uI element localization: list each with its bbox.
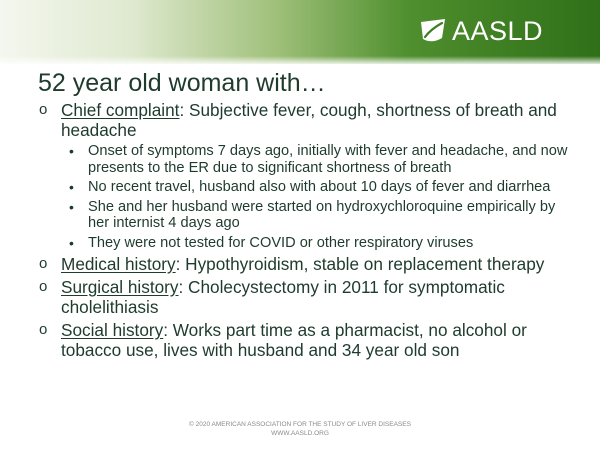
sub-bullet-marker: • xyxy=(69,143,74,159)
detail-item xyxy=(61,235,578,252)
history-item xyxy=(38,100,578,251)
header-banner-fade xyxy=(0,56,600,64)
bullet-marker: o xyxy=(39,278,48,295)
history-item xyxy=(38,320,578,360)
sub-bullet-marker: • xyxy=(69,198,74,215)
detail-item xyxy=(61,199,578,232)
aasld-leaf-icon xyxy=(418,17,448,45)
detail-item-text: No recent travel, husband also with about 10 days of fever and diarrhea xyxy=(88,179,551,195)
sub-bullet-marker: • xyxy=(69,179,74,195)
logo-text: AASLD xyxy=(452,16,544,46)
slide-title: 52 year old woman with… xyxy=(38,69,326,97)
slide-content xyxy=(38,68,578,363)
detail-item-text: She and her husband were started on hydroxychloroquine empirically by her internist 4 days ago xyxy=(88,198,556,231)
detail-item xyxy=(61,143,578,176)
detail-item-text: They were not tested for COVID or other respiratory viruses xyxy=(88,234,474,251)
detail-item xyxy=(61,179,578,196)
history-item-label: Medical history xyxy=(61,254,176,274)
bullet-marker: o xyxy=(39,101,48,118)
history-item xyxy=(38,277,578,317)
detail-list xyxy=(61,143,578,251)
history-item-text: : Hypothyroidism, stable on replacement therapy xyxy=(175,254,545,274)
history-item-label: Social history xyxy=(61,320,164,340)
footer-url: WWW.AASLD.ORG xyxy=(271,430,329,437)
bullet-marker: o xyxy=(39,255,48,272)
slide-footer xyxy=(0,420,600,438)
history-item-text: : Subjective fever, cough, shortness of breath and headache xyxy=(61,100,557,140)
sub-bullet-marker: • xyxy=(69,234,74,251)
detail-item-text: Onset of symptoms 7 days ago, initially with fever and headache, and now presents to the ER due to significant shortness of breath xyxy=(88,143,568,176)
history-item-text: : Works part time as a pharmacist, no alcohol or tobacco use, lives with husband and 34 year old son xyxy=(61,320,527,360)
history-item-label: Surgical history xyxy=(61,277,179,297)
history-list xyxy=(38,100,578,360)
aasld-logo xyxy=(418,16,543,46)
history-item-text: : Cholecystectomy in 2011 for symptomatic cholelithiasis xyxy=(61,277,505,317)
history-item-label: Chief complaint xyxy=(61,100,180,120)
bullet-marker: o xyxy=(39,321,48,338)
footer-copyright: © 2020 AMERICAN ASSOCIATION FOR THE STUDY OF LIVER DISEASES xyxy=(189,421,411,428)
history-item xyxy=(38,254,578,274)
